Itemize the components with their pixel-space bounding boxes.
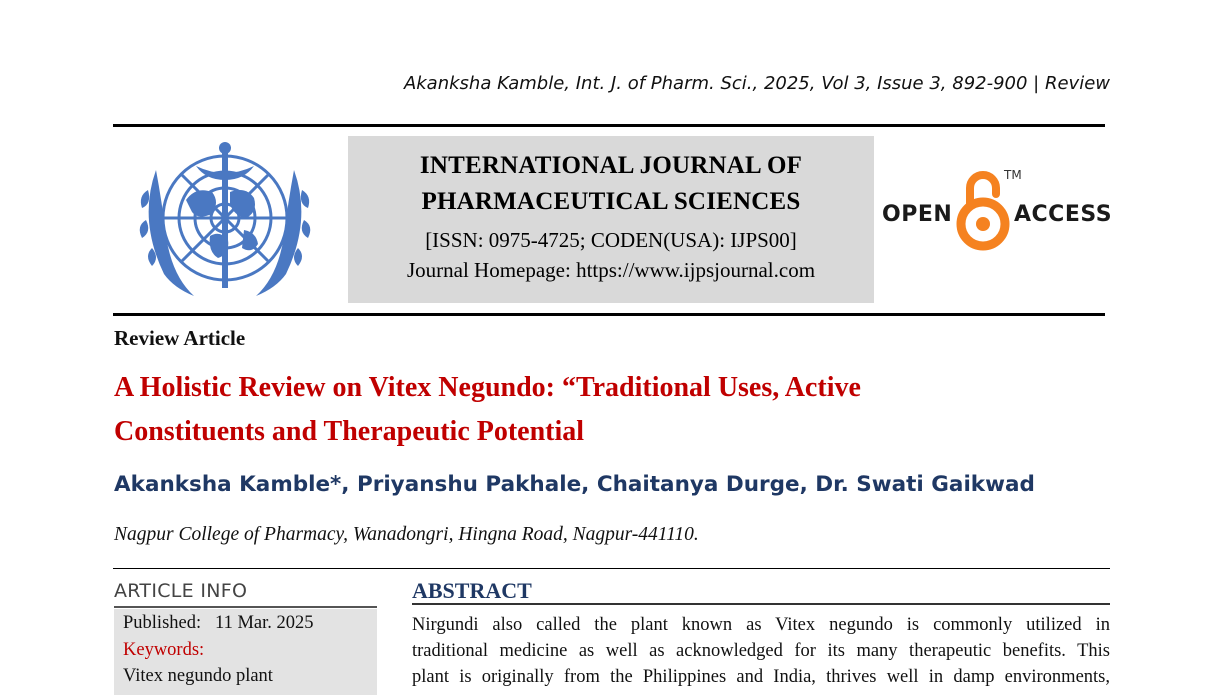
journal-emblem-logo <box>126 140 324 306</box>
published-row <box>123 613 314 634</box>
title-line-2: Constituents and Therapeutic Potential <box>114 416 585 447</box>
abstract-line: plant is originally from the Philippines and India, thrives well in damp environments, <box>412 667 1110 687</box>
article-type: Review Article <box>114 326 246 350</box>
journal-issn: [ISSN: 0975-4725; CODEN(USA): IJPS00] <box>425 228 797 252</box>
author-list: Akanksha Kamble*, Priyanshu Pakhale, Chaitanya Durge, Dr. Swati Gaikwad <box>114 472 1035 497</box>
abstract-text <box>412 612 1110 690</box>
journal-homepage-link[interactable]: Journal Homepage: https://www.ijpsjournal.com <box>406 258 816 282</box>
published-date: 11 Mar. 2025 <box>215 613 314 633</box>
section-rule <box>113 568 1110 569</box>
article-info-rule <box>114 606 377 608</box>
keywords-label: Keywords: <box>123 640 205 660</box>
journal-name-line1: INTERNATIONAL JOURNAL OF <box>419 152 803 179</box>
article-info-box <box>114 609 377 695</box>
open-access-left-text: OPEN <box>882 202 953 227</box>
journal-banner <box>348 136 874 303</box>
abstract-line: Nirgundi also called the plant known as Vitex negundo is commonly utilized in <box>412 615 1110 635</box>
title-line-1: A Holistic Review on Vitex Negundo: “Traditional Uses, Active <box>114 372 861 403</box>
trademark-mark: TM <box>1004 168 1022 182</box>
abstract-heading: ABSTRACT <box>412 578 532 603</box>
open-access-right-text: ACCESS <box>1014 202 1113 227</box>
running-head: Akanksha Kamble, Int. J. of Pharm. Sci., 2025, Vol 3, Issue 3, 892-900 | Review <box>403 73 1110 94</box>
published-label: Published: <box>123 613 202 633</box>
affiliation: Nagpur College of Pharmacy, Wanadongri, Hingna Road, Nagpur-441110. <box>114 524 699 545</box>
abstract-rule <box>412 603 1110 605</box>
top-rule <box>113 124 1105 127</box>
banner-bottom-rule <box>113 313 1105 316</box>
journal-name-line2: PHARMACEUTICAL SCIENCES <box>421 188 801 215</box>
article-title <box>114 366 1094 454</box>
open-access-logo <box>880 166 1112 252</box>
abstract-line: traditional medicine as well as acknowledged for its many therapeutic benefits. This <box>412 641 1110 661</box>
article-info-heading: ARTICLE INFO <box>114 580 248 602</box>
keyword-item: Vitex negundo plant <box>123 666 273 686</box>
